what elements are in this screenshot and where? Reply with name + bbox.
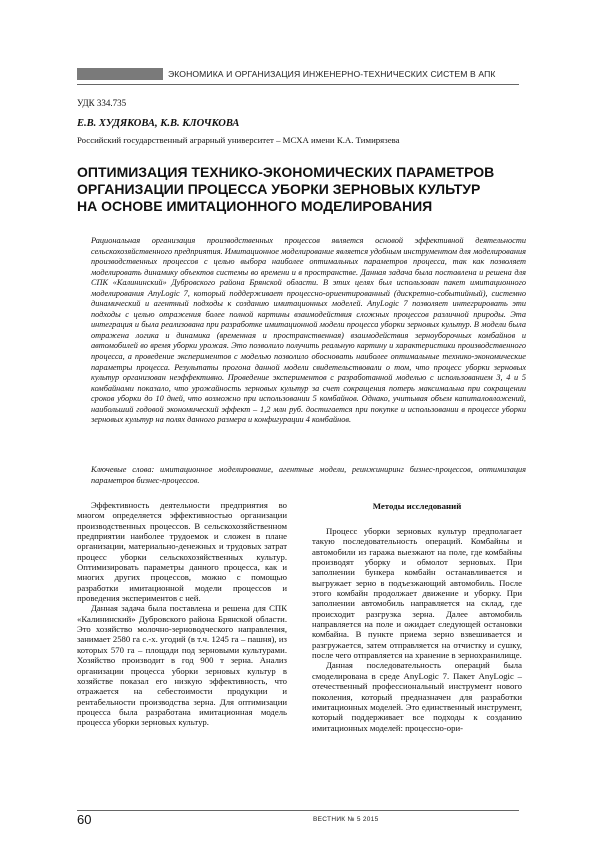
title-line: НА ОСНОВЕ ИМИТАЦИОННОГО МОДЕЛИРОВАНИЯ xyxy=(77,198,433,214)
title-line: ОПТИМИЗАЦИЯ ТЕХНИКО-ЭКОНОМИЧЕСКИХ ПАРАМЕТРОВ xyxy=(77,164,495,180)
right-column xyxy=(312,526,522,733)
footer-rule xyxy=(77,810,519,811)
body-paragraph: Данная задача была поставлена и решена для СПК «Калининский» Дубровского района Брянской области. Это хозяйство молочно-зерноводческого направления, занимает 2580 га с.-х. угодий (в т.ч. 1245 га – пашня), из которых 570 га – площади под зерновыми культурами. Хозяйство производит в год 900 т зерна. Анализ организации процесса уборки зерновых культур в хозяйстве показал его низкую эффективность, что отражается на себестоимости продукции и рентабельности производства зерна. Для оптимизации процесса была разработана имитационная модель процесса уборки зерновых культур. xyxy=(77,603,287,728)
header-rule xyxy=(77,84,519,85)
left-column xyxy=(77,500,287,728)
body-paragraph: Процесс уборки зерновых культур предполагает такую последовательность операций. Комбайны и автомобили из гаража выезжают на поле, где комбайны производят уборку и обмолот зерновых. При заполнении бункера комбайн останавливается и выгружает зерно в подъезжающий автомобиль. После этого комбайн продолжает движение и уборку. При заполнении автомобиль направляется на склад, где происходит разгрузка зерна. Далее автомобиль направляется на поле и ожидает следующей остановки комбайна. В пункте приема зерно взвешивается и разгружается, затем отправляется на отчистку и сушку, после чего отправляется на хранение в зернохранилище. xyxy=(312,526,522,661)
section-heading: Методы исследований xyxy=(372,501,462,511)
authors: Е.В. ХУДЯКОВА, К.В. КЛОЧКОВА xyxy=(77,118,240,129)
title-line: ОРГАНИЗАЦИИ ПРОЦЕССА УБОРКИ ЗЕРНОВЫХ КУЛЬТУР xyxy=(77,181,481,197)
header-decorative-bar xyxy=(77,68,163,80)
abstract: Рациональная организация производственных процессов является основой эффективной деятельности сельскохозяйственного предприятия. Имитационное моделирование является удобным инструментом для моделирования производственных процессов с целью выбора наиболее оптимальных параметров процесса, так как позволяет моделировать динамику объектов системы во времени и в пространстве. Данная задача была поставлена и решена для СПК «Калининский» Дубровского района Брянской области. В этих целях был использован пакет имитационного моделирования AnyLogic 7, который поддерживает процессно-ориентированный (дискретно-событийный), системно динамический и агентный подходы к созданию имитационных моделей. AnyLogic 7 позволяет интегрировать эти подходы с целью отражения более полной картины взаимодействия сложных процессов различной природы. Эта интеграция и была реализована при разработке имитационной модели процесса уборки зерновых культур. В модели была отражена логика и динамика (временная и пространственная) взаимодействия зерноуборочных комбайнов и автомобилей во время уборки урожая. Это позволило получить реальную картину и характеристики производственного процесса, а проведение экспериментов с моделью позволило обосновать наиболее оптимальные технико-экономические параметры процесса. Результаты прогона данной модели свидетельствовали о том, что процесс уборки зерновых культур организован неэффективно. Проведение экспериментов с разработанной моделью с использованием 3, 4 и 5 комбайнами показало, что урожайность зерновых культур за счет сокращения потерь максимальна при сокращении сроков уборки до 10 дней, что возможно при использовании 5 комбайнов. Однако, учитывая объем капиталовложений, наибольший годовой экономический эффект – 1,2 млн руб. достигается при покупке и использовании в процессе уборки зерновых культур на полях данного размера и конфигурации 4 комбайнов. xyxy=(91,236,526,425)
body-paragraph: Эффективность деятельности предприятия во многом определяется эффективностью организации производственных процессов. В сельскохозяйственном предприятии наиболее трудоемок и сложен в плане организации, материально-денежных и трудовых затрат процесс уборки сельскохозяйственных культур. Оптимизировать параметры данного процесса, как и многих других процессов, можно с помощью разработки имитационной модели процессов и проведения экспериментов с ней. xyxy=(77,500,287,604)
article-title xyxy=(77,164,527,215)
journal-issue: ВЕСТНИК № 5 2015 xyxy=(313,816,379,823)
body-paragraph: Данная последовательность операций была смоделирована в среде AnyLogic 7. Пакет AnyLogic – отечественный профессиональный инструмент нового поколения, который предназначен для разработки имитационных моделей. Это единственный инструмент, который поддерживает все подходы к созданию имитационных моделей: процессно-ори- xyxy=(312,660,522,733)
page-number: 60 xyxy=(77,812,92,827)
running-title: ЭКОНОМИКА И ОРГАНИЗАЦИЯ ИНЖЕНЕРНО-ТЕХНИЧЕСКИХ СИСТЕМ В АПК xyxy=(168,69,496,79)
affiliation: Российский государственный аграрный университет – МСХА имени К.А. Тимирязева xyxy=(77,135,400,145)
keywords: Ключевые слова: имитационное моделирование, агентные модели, реинжиниринг бизнес-процессов, оптимизация параметров бизнес-процессов. xyxy=(91,465,526,485)
udk-code: УДК 334.735 xyxy=(77,98,127,108)
